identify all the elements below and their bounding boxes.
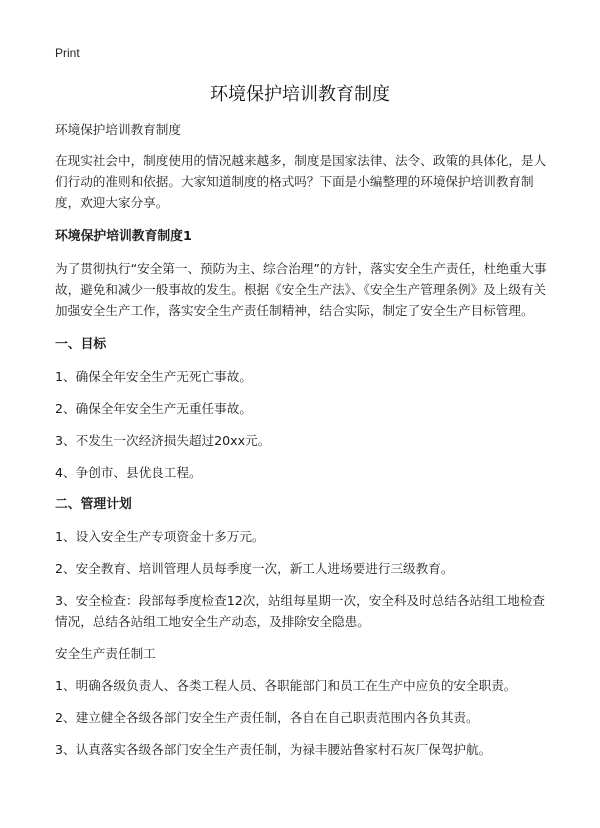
document-body (55, 119, 550, 771)
section-heading: 环境保护培训教育制度1 (55, 229, 192, 244)
plan-item: 1、设入安全生产专项资金十多万元。 (55, 529, 265, 544)
intro-paragraph: 在现实社会中，制度使用的情况越来越多，制度是国家法律、法令、政策的具体化，是人们行动的准则和依据。大家知道制度的格式吗？下面是小编整理的环境保护培训教育制度，欢迎大家分享。 (55, 153, 547, 210)
responsibility-item: 2、建立健全各级各部门安全生产责任制，各自在自己职责范围内各负其责。 (55, 710, 479, 725)
goals-heading: 一、目标 (55, 337, 107, 352)
section-paragraph: 为了贯彻执行“安全第一、预防为主、综合治理”的方针，落实安全生产责任，杜绝重大事故，避免和减少一般事故的发生。根据《安全生产法》、《安全生产管理条例》及上级有关加强安全生产工作，落实安全生产责任制精神，结合实际，制定了安全生产目标管理。 (55, 261, 547, 318)
document-subtitle: 环境保护培训教育制度 (55, 122, 181, 137)
document-title: 环境保护培训教育制度 (210, 84, 390, 105)
goal-item: 2、确保全年安全生产无重任事故。 (55, 401, 252, 416)
goal-item: 3、不发生一次经济损失超过20xx元。 (55, 433, 271, 448)
plan-item: 2、安全教育、培训管理人员每季度一次，新工人进场要进行三级教育。 (55, 561, 454, 576)
print-link[interactable]: Print (55, 46, 80, 60)
responsibility-item: 1、明确各级负责人、各类工程人员、各职能部门和员工在生产中应负的安全职责。 (55, 678, 517, 693)
responsibility-item: 3、认真落实各级各部门安全生产责任制，为禄丰腰站鲁家村石灰厂保驾护航。 (55, 742, 492, 757)
plan-heading: 二、管理计划 (55, 497, 132, 512)
responsibility-heading: 安全生产责任制工 (55, 646, 156, 661)
plan-item: 3、安全检查：段部每季度检查12次，站组每星期一次，安全科及时总结各站组工地检查情况，总结各站组工地安全生产动态，及排除安全隐患。 (55, 593, 546, 629)
goal-item: 1、确保全年安全生产无死亡事故。 (55, 369, 252, 384)
goal-item: 4、争创市、县优良工程。 (55, 465, 202, 480)
